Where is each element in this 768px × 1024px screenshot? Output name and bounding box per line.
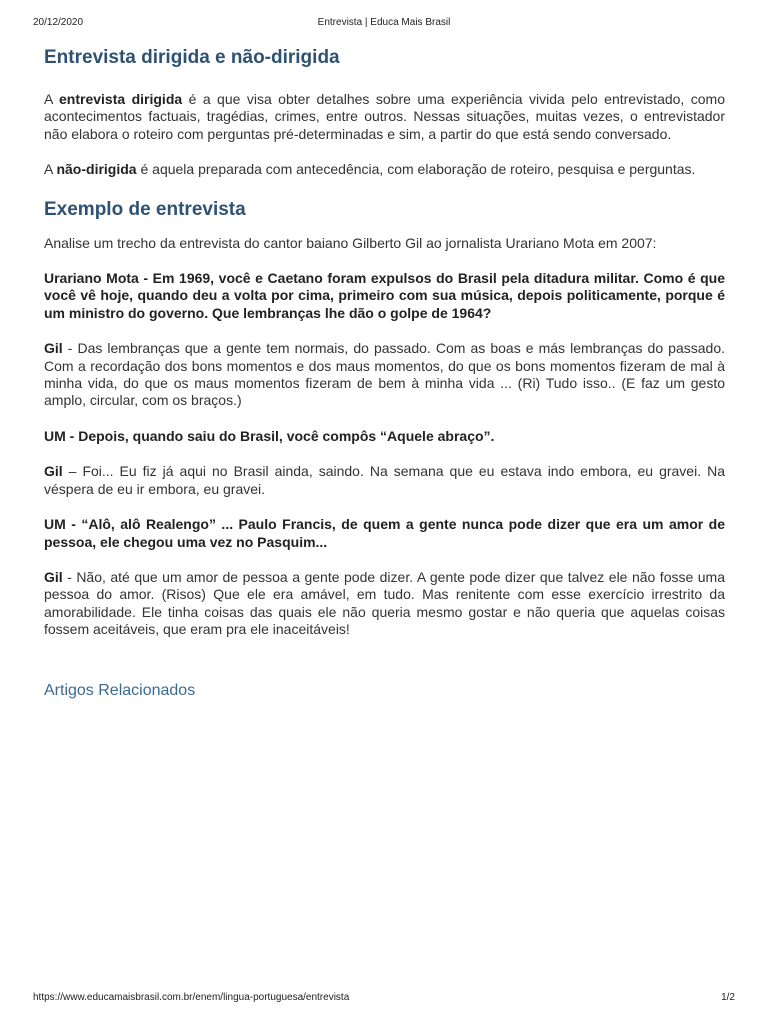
interview-question: UM - “Alô, alô Realengo” ... Paulo Francis, de quem a gente nunca pode dizer que era um amor de pessoa, ele chegou uma vez no Pasquim... xyxy=(44,516,725,550)
section-heading-exemplo: Exemplo de entrevista xyxy=(44,198,246,220)
interview-question: Urariano Mota - Em 1969, você e Caetano foram expulsos do Brasil pela ditadura militar. Como é que você vê hoje, quando deu a volta por cima, primeiro com sua música, depois politicamente, porque é um ministro do governo. Que lembranças lhe dão o golpe de 1964? xyxy=(44,270,725,321)
bold-term: entrevista dirigida xyxy=(59,91,183,107)
print-page-title: Entrevista | Educa Mais Brasil xyxy=(317,17,451,28)
paragraph-entrevista-dirigida xyxy=(44,91,725,143)
paragraph-text: é a que visa obter detalhes sobre uma experiência vivida pelo entrevistado, como acontecimentos factuais, tragédias, crimes, entre outros. Nessas situações, muitas vezes, o entrevistador não elabora o roteiro com perguntas pré-determinadas e sim, a partir do que está sendo conversado. xyxy=(44,91,725,142)
paragraph-nao-dirigida xyxy=(44,161,725,178)
paragraph-text: é aquela preparada com antecedência, com elaboração de roteiro, pesquisa e perguntas. xyxy=(136,161,696,178)
page-number: 1/2 xyxy=(721,992,735,1003)
section-heading-entrevista-dirigida: Entrevista dirigida e não-dirigida xyxy=(44,47,340,68)
paragraph-text: A xyxy=(44,161,57,178)
speaker-name: Gil xyxy=(44,568,63,585)
print-url: https://www.educamaisbrasil.com.br/enem/lingua-portuguesa/entrevista xyxy=(33,992,350,1003)
answer-text: – Foi... Eu fiz já aqui no Brasil ainda, saindo. Na semana que eu estava indo embora, eu gravei. Na véspera de eu ir embora, eu gravei. xyxy=(44,463,725,497)
interview-intro: Analise um trecho da entrevista do cantor baiano Gilberto Gil ao jornalista Urariano Mota em 2007: xyxy=(44,234,657,251)
related-articles-link[interactable]: Artigos Relacionados xyxy=(44,681,196,699)
article-content xyxy=(44,44,725,701)
interview-answer xyxy=(44,340,725,410)
bold-term: não-dirigida xyxy=(56,161,137,178)
print-footer xyxy=(0,992,768,1006)
interview-question: UM - Depois, quando saiu do Brasil, você compôs “Aquele abraço”. xyxy=(44,427,495,444)
print-header xyxy=(0,17,768,31)
interview-answer xyxy=(44,569,725,639)
print-date: 20/12/2020 xyxy=(33,17,84,28)
answer-text: - Das lembranças que a gente tem normais, do passado. Com as boas e más lembranças do passado. Com a recordação dos bons momentos e dos maus momentos, do que os bons momentos fizeram de mal à minha vida, do que os maus momentos fizeram de bem à minha vida ... (Ri) Tudo isso.. (E faz um gesto amplo, circular, com os braços.) xyxy=(44,340,725,409)
speaker-name: Gil xyxy=(44,340,63,357)
paragraph-text: A xyxy=(44,91,60,107)
interview-answer xyxy=(44,463,725,498)
speaker-name: Gil xyxy=(44,463,63,480)
answer-text: - Não, até que um amor de pessoa a gente pode dizer. A gente pode dizer que talvez ele não fosse uma pessoa do amor. (Risos) Que ele era amável, em tudo. Mas renitente com esse exercício irrestrito da amorabilidade. Ele tinha coisas das quais ele não queria mesmo gostar e não queria que aquelas coisas fossem aceitáveis, que eram pra ele inaceitáveis! xyxy=(44,568,725,638)
